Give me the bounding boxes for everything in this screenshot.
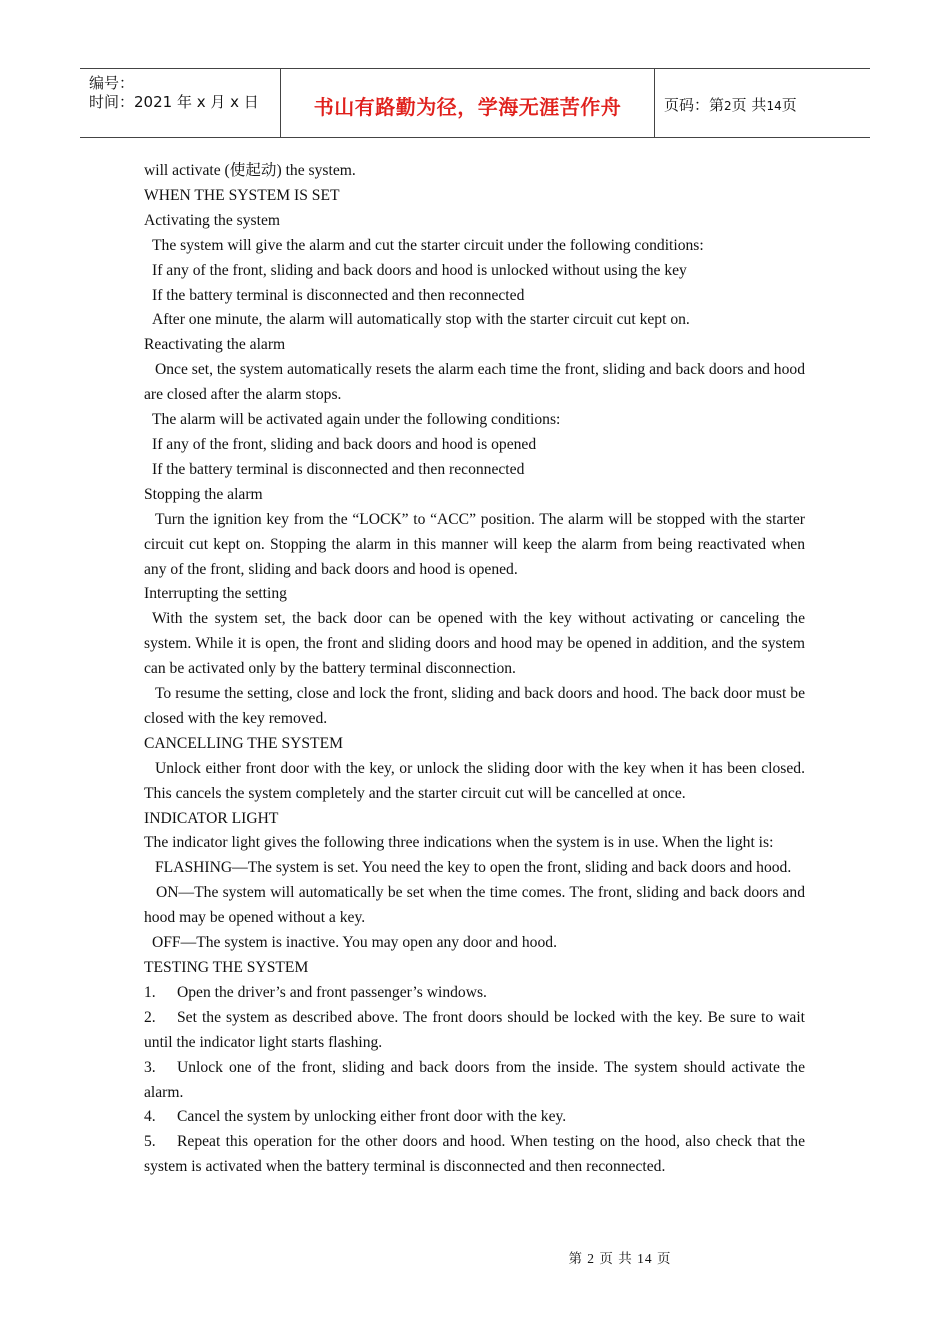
list-text: Set the system as described above. The front doors should be locked with the key. Be sure to wait until the indicator light starts flashing.: [144, 1008, 805, 1051]
subheading: Interrupting the setting: [144, 585, 287, 603]
list-number: 4.: [144, 1108, 156, 1126]
subheading: Reactivating the alarm: [144, 336, 286, 354]
paragraph: The alarm will be activated again under the following conditions:: [152, 411, 561, 429]
section-heading: TESTING THE SYSTEM: [144, 959, 309, 976]
indication-item: FLASHING—The system is set. You need the key to open the front, sliding and back doors and hood.: [155, 859, 792, 877]
document-body: [144, 159, 805, 1180]
paragraph: Unlock either front door with the key, or unlock the sliding door with the key when it has been closed. This cancels the system completely and the starter circuit cut will be cancelled at once.: [144, 759, 805, 802]
condition-item: If any of the front, sliding and back doors and hood is opened: [152, 435, 537, 453]
header-page-number: [664, 94, 797, 115]
section-heading: WHEN THE SYSTEM IS SET: [144, 186, 340, 204]
list-number: 3.: [144, 1058, 156, 1076]
page-label: 页码：第: [664, 96, 725, 114]
list-item: [144, 981, 805, 1006]
section-heading: INDICATOR LIGHT: [144, 809, 279, 827]
subheading: Activating the system: [144, 211, 280, 229]
section-heading: CANCELLING THE SYSTEM: [144, 734, 343, 752]
list-number: 2.: [144, 1008, 156, 1026]
list-text: Open the driver’s and front passenger’s windows.: [177, 983, 487, 1001]
paragraph: Turn the ignition key from the “LOCK” to “ACC” position. The alarm will be stopped with the starter circuit cut kept on. Stopping the alarm in this manner will keep the alarm from being reactivated when any of the front, sliding and back doors and hood is opened.: [144, 510, 805, 578]
list-text: Cancel the system by unlocking either front door with the key.: [177, 1108, 567, 1126]
list-text: Unlock one of the front, sliding and back doors from the inside. The system should activate the alarm.: [144, 1058, 805, 1101]
paragraph: The system will give the alarm and cut the starter circuit under the following conditions:: [152, 236, 704, 254]
header-page-cell: [655, 69, 870, 137]
condition-item: If any of the front, sliding and back doors and hood is unlocked without using the key: [152, 261, 687, 279]
paragraph: To resume the setting, close and lock the front, sliding and back doors and hood. The back door must be closed with the key removed.: [144, 685, 805, 727]
subheading: Stopping the alarm: [144, 485, 263, 503]
header-motto-cell: [281, 69, 655, 137]
page-current: 2: [724, 99, 732, 113]
page-total: 14: [766, 99, 782, 113]
list-text: Repeat this operation for the other doors and hood. When testing on the hood, also check that the system is activated when the battery terminal is disconnected and then reconnected.: [144, 1133, 805, 1176]
list-item: [144, 1105, 805, 1130]
paragraph: After one minute, the alarm will automatically stop with the starter circuit cut kept on.: [152, 311, 690, 329]
page-footer: 第 2 页 共 14 页: [568, 1251, 672, 1266]
indication-item: OFF—The system is inactive. You may open any door and hood.: [152, 934, 557, 952]
list-item: [144, 1006, 805, 1056]
paragraph: With the system set, the back door can be opened with the key without activating or canceling the system. While it is open, the front and sliding doors and hood may be opened in addition, and the system can be activated only by the battery terminal disconnection.: [144, 610, 805, 678]
page-mid-label: 页 共: [731, 96, 767, 114]
page-end-label: 页: [781, 96, 797, 114]
list-item: [144, 1056, 805, 1106]
list-number: 1.: [144, 983, 156, 1001]
list-item: [144, 1130, 805, 1180]
paragraph: will activate (使起动) the system.: [144, 162, 356, 179]
condition-item: If the battery terminal is disconnected and then reconnected: [152, 286, 525, 304]
paragraph: Once set, the system automatically resets the alarm each time the front, sliding and back doors and hood are closed after the alarm stops.: [144, 361, 805, 404]
document-date: 时间：2021 年 x 月 x 日: [89, 93, 259, 111]
paragraph: The indicator light gives the following three indications when the system is in use. When the light is:: [144, 834, 774, 852]
header-info-cell: [80, 69, 281, 137]
indication-item: ON—The system will automatically be set when the time comes. The front, sliding and back doors and hood may be opened without a key.: [144, 884, 805, 927]
list-number: 5.: [144, 1133, 156, 1151]
header-motto: 书山有路勤为径，学海无涯苦作舟: [313, 95, 622, 119]
document-number-label: 编号：: [89, 74, 135, 92]
condition-item: If the battery terminal is disconnected and then reconnected: [152, 460, 525, 478]
page-header: [80, 68, 870, 138]
